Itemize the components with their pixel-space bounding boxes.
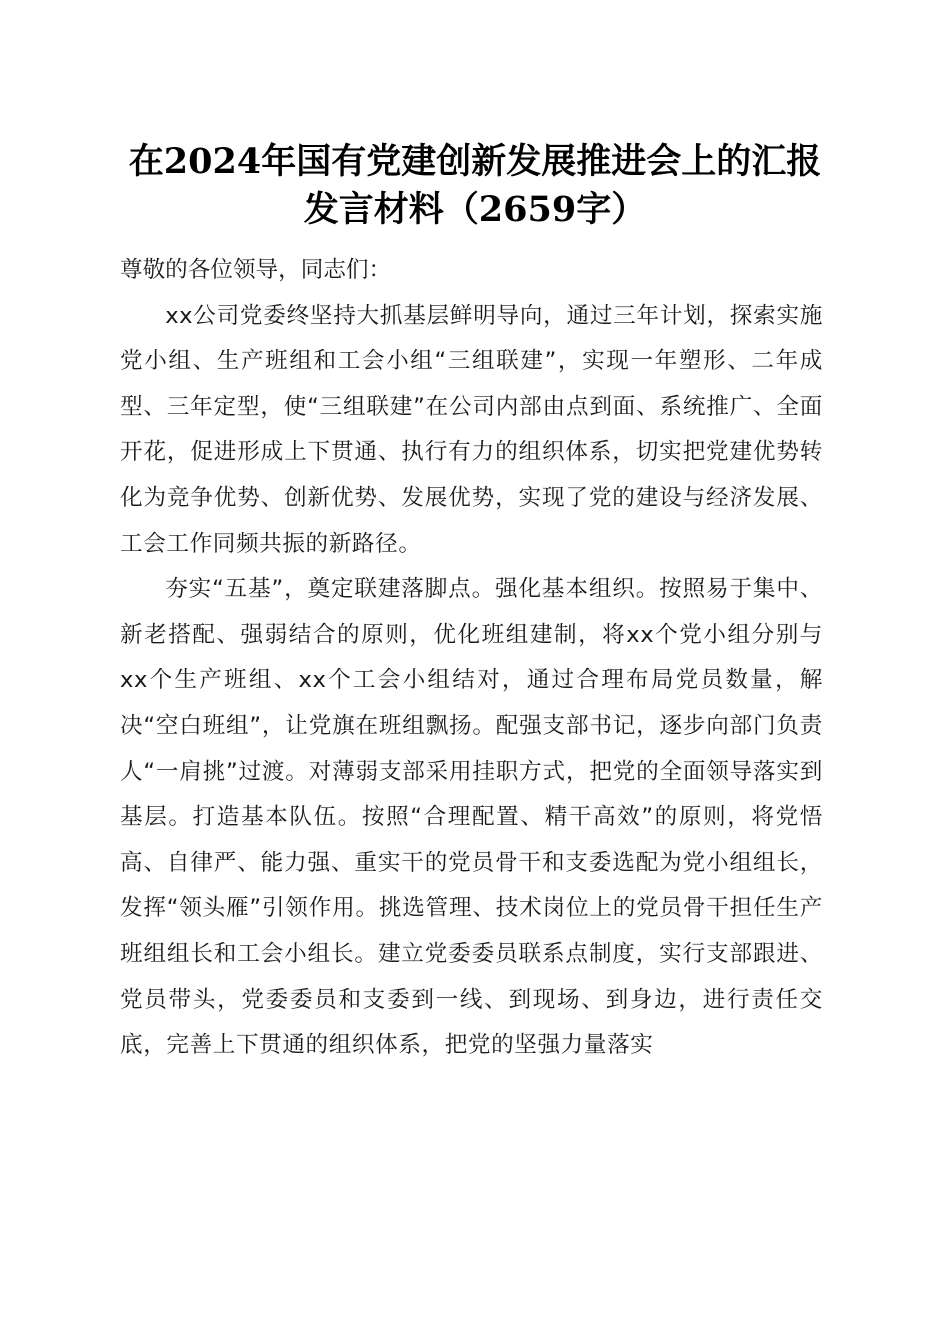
document-title [110,138,840,234]
greeting: 尊敬的各位领导，同志们： [120,257,392,283]
document-body [120,248,823,1069]
title-line-2: 发言材料（2659字） [303,189,647,230]
title-line-1: 在2024年国有党建创新发展推进会上的汇报 [128,141,822,182]
paragraph-wuji: 夯实“五基”，奠定联建落脚点。强化基本组织。按照易于集中、新老搭配、强弱结合的原则，优化班组建制，将xx个党小组分别与xx个生产班组、xx个工会小组结对，通过合理布局党员数量，解决“空白班组”，让党旗在班组飘扬。配强支部书记，逐步向部门负责人“一肩挑”过渡。对薄弱支部采用挂职方式，把党的全面领导落实到基层。打造基本队伍。按照“合理配置、精干高效”的原则，将党悟高、自律严、能力强、重实干的党员骨干和支委选配为党小组组长，发挥“领头雁”引领作用。挑选管理、技术岗位上的党员骨干担任生产班组组长和工会小组长。建立党委委员联系点制度，实行支部跟进、党员带头，党委委员和支委到一线、到现场、到身边，进行责任交底，完善上下贯通的组织体系，把党的坚强力量落实 [120,576,823,1059]
paragraph-intro: xx公司党委终坚持大抓基层鲜明导向，通过三年计划，探索实施党小组、生产班组和工会小组“三组联建”，实现一年塑形、二年成型、三年定型，使“三组联建”在公司内部由点到面、系统推广、全面开花，促进形成上下贯通、执行有力的组织体系，切实把党建优势转化为竞争优势、创新优势、发展优势，实现了党的建设与经济发展、工会工作同频共振的新路径。 [120,302,823,557]
